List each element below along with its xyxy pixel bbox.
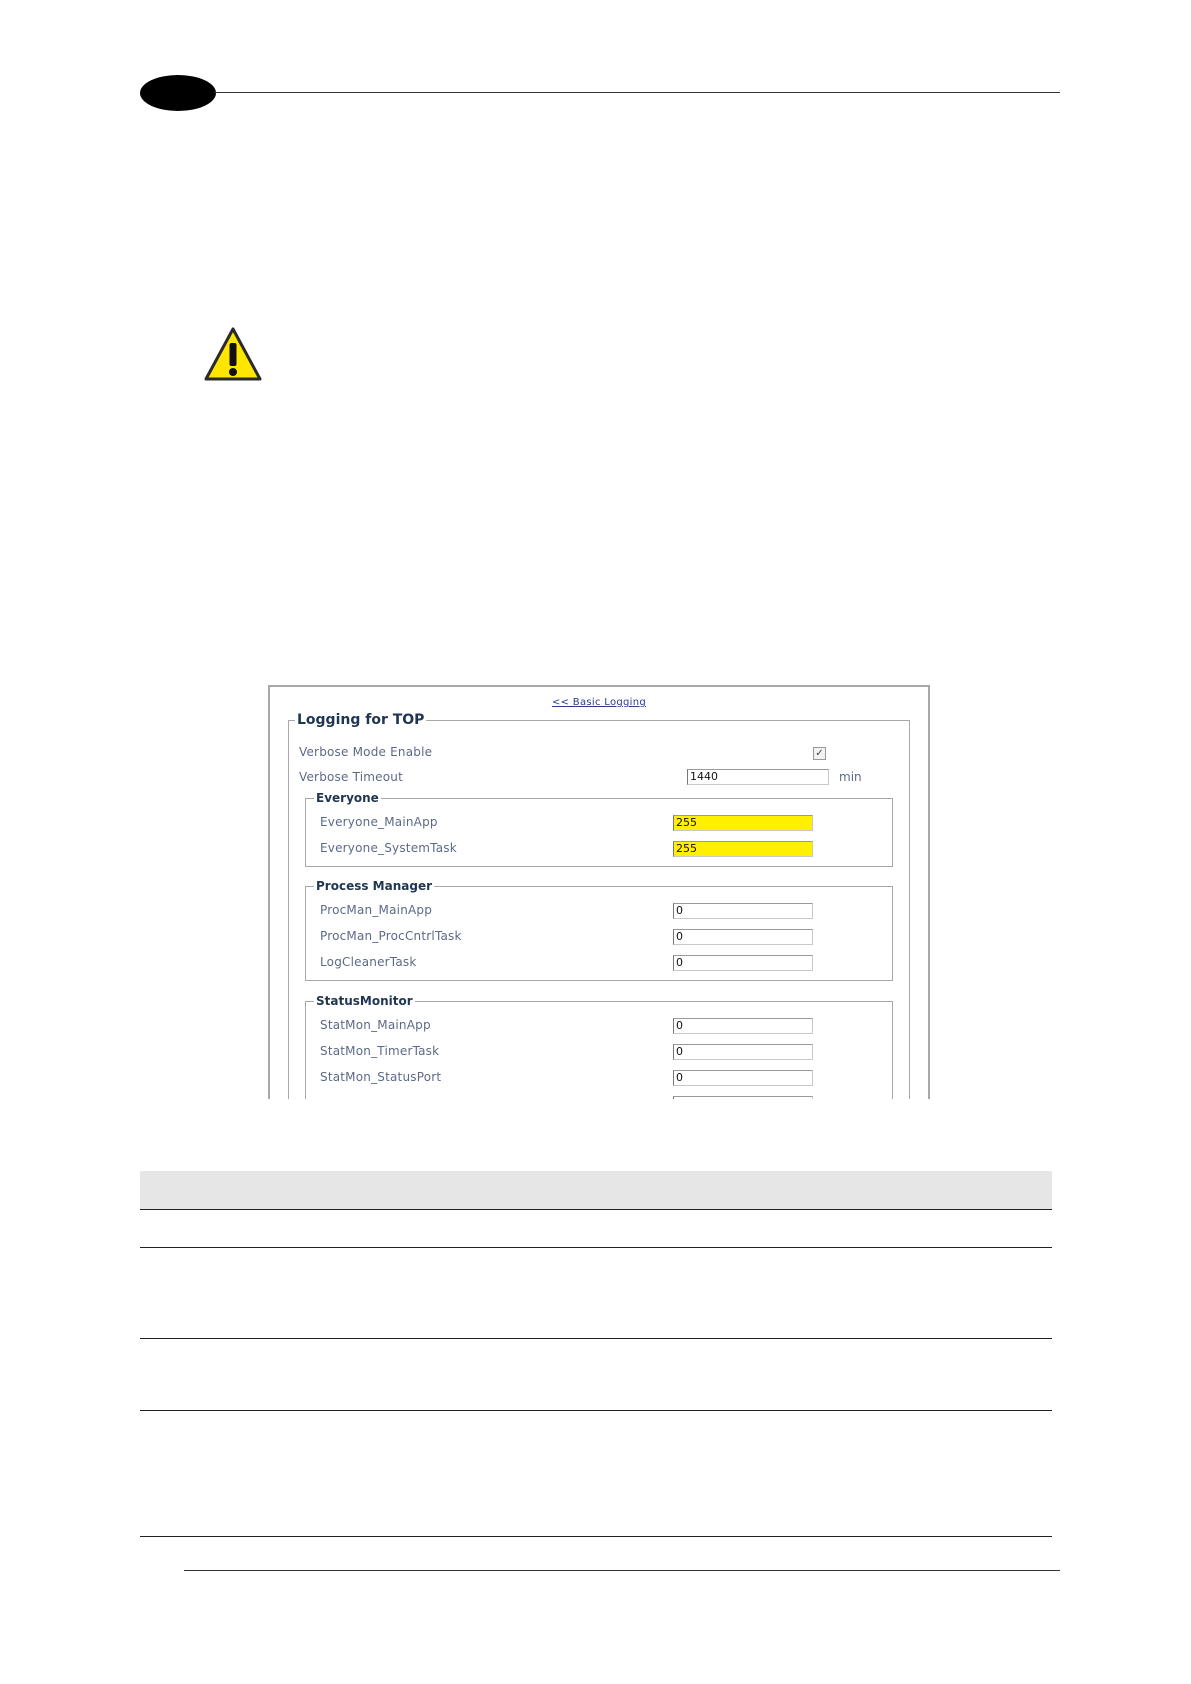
status-monitor-legend: StatusMonitor: [316, 994, 413, 1008]
process-manager-legend: Process Manager: [316, 879, 432, 893]
process-manager-group: [305, 879, 893, 981]
status-monitor-group: [305, 994, 893, 1099]
table-rule: [140, 1410, 1052, 1411]
table-rule: [140, 1536, 1052, 1537]
procman-procctrltask-label: ProcMan_ProcCntrlTask: [320, 929, 462, 943]
chapter-badge: [140, 75, 216, 111]
table-header: [140, 1171, 1052, 1209]
everyone-mainapp-label: Everyone_MainApp: [320, 815, 438, 829]
statmon-mainapp-label: StatMon_MainApp: [320, 1018, 431, 1032]
logging-title: Logging for TOP: [297, 712, 425, 728]
table-rule: [140, 1247, 1052, 1248]
verbose-mode-checkbox[interactable]: ✓: [813, 747, 826, 760]
everyone-systemtask-input[interactable]: 255: [673, 841, 813, 857]
verbose-mode-label: Verbose Mode Enable: [299, 745, 433, 759]
logging-screenshot-panel: [268, 685, 930, 1099]
logcleanertask-input[interactable]: 0: [673, 955, 813, 971]
statmon-timertask-input[interactable]: 0: [673, 1044, 813, 1060]
statmon-statusport-input[interactable]: 0: [673, 1070, 813, 1086]
statmon-statusport-label: StatMon_StatusPort: [320, 1070, 442, 1084]
everyone-mainapp-input[interactable]: 255: [673, 815, 813, 831]
verbose-timeout-unit: min: [839, 770, 862, 784]
logcleanertask-label: LogCleanerTask: [320, 955, 417, 969]
everyone-group: [305, 791, 893, 867]
statmon-timertask-label: StatMon_TimerTask: [320, 1044, 440, 1058]
procman-mainapp-label: ProcMan_MainApp: [320, 903, 433, 917]
header-rule: [214, 92, 1060, 93]
statmon-cutoff-input[interactable]: [673, 1096, 813, 1099]
everyone-legend: Everyone: [316, 791, 379, 805]
basic-logging-link[interactable]: << Basic Logging: [551, 697, 647, 708]
statmon-mainapp-input[interactable]: 0: [673, 1018, 813, 1034]
everyone-systemtask-label: Everyone_SystemTask: [320, 841, 457, 855]
procman-mainapp-input[interactable]: 0: [673, 903, 813, 919]
warning-icon: [203, 326, 263, 382]
procman-procctrltask-input[interactable]: 0: [673, 929, 813, 945]
verbose-timeout-label: Verbose Timeout: [299, 770, 404, 784]
footer-rule: [184, 1570, 1060, 1571]
logging-for-top-group: [288, 712, 910, 1099]
table-rule: [140, 1209, 1052, 1210]
verbose-timeout-input[interactable]: 1440: [687, 769, 829, 785]
table-rule: [140, 1338, 1052, 1339]
